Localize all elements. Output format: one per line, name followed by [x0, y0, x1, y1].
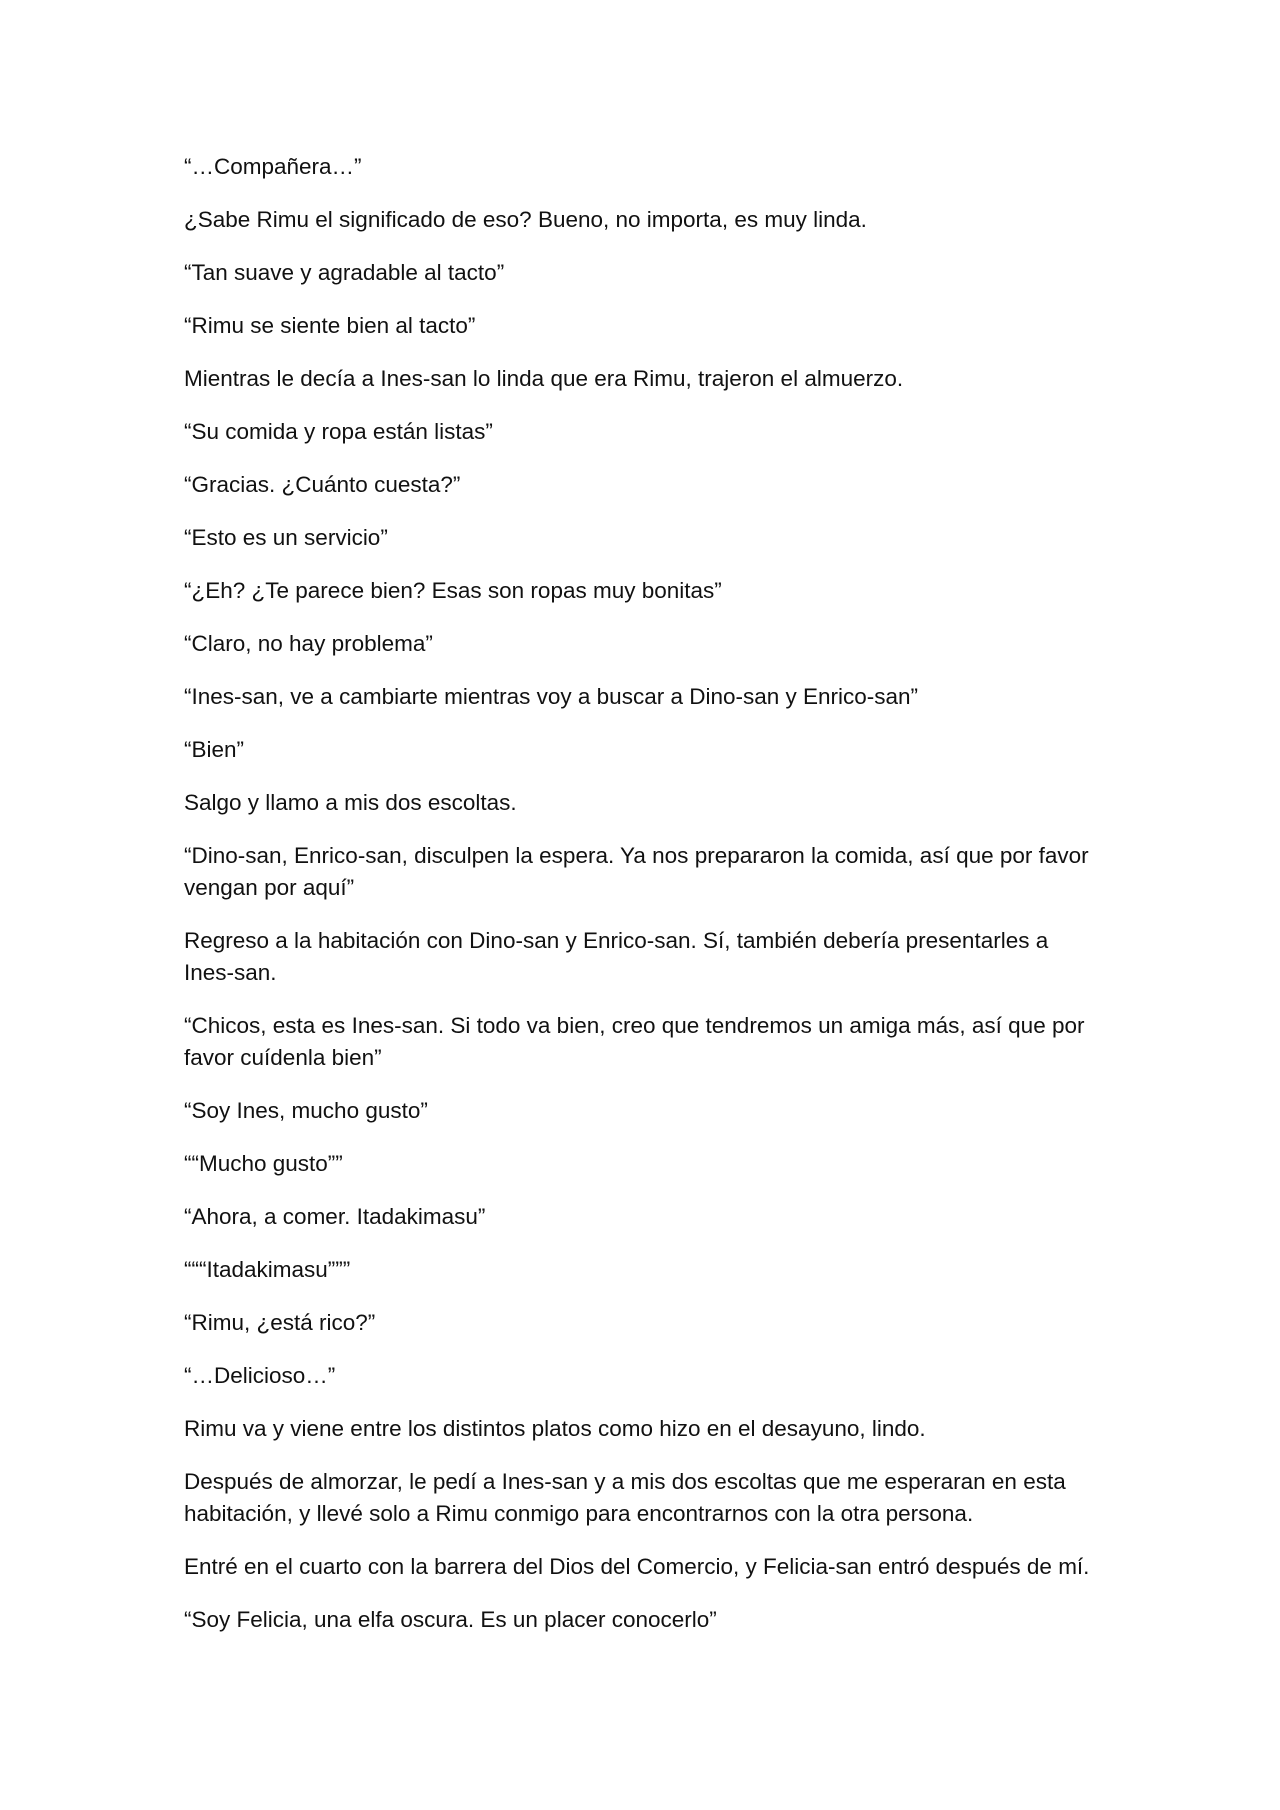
paragraph: “““Itadakimasu””” [184, 1257, 351, 1282]
paragraph: “Soy Felicia, una elfa oscura. Es un placer conocerlo” [184, 1607, 717, 1632]
paragraph: “…Delicioso…” [184, 1363, 336, 1388]
paragraph: Mientras le decía a Ines-san lo linda que era Rimu, trajeron el almuerzo. [184, 366, 904, 391]
paragraph: “Ines-san, ve a cambiarte mientras voy a buscar a Dino-san y Enrico-san” [184, 684, 919, 709]
paragraph: Regreso a la habitación con Dino-san y Enrico-san. Sí, también debería presentarles a Ines-san. [184, 928, 1049, 985]
paragraph: “Chicos, esta es Ines-san. Si todo va bien, creo que tendremos un amiga más, así que por favor cuídenla bien” [184, 1013, 1085, 1070]
paragraph: ¿Sabe Rimu el significado de eso? Bueno, no importa, es muy linda. [184, 207, 867, 232]
paragraph: Entré en el cuarto con la barrera del Dios del Comercio, y Felicia-san entró después de mí. [184, 1554, 1090, 1579]
paragraph: “Rimu, ¿está rico?” [184, 1310, 376, 1335]
paragraph: “Rimu se siente bien al tacto” [184, 313, 476, 338]
paragraph: “¿Eh? ¿Te parece bien? Esas son ropas muy bonitas” [184, 578, 722, 603]
paragraph: “Esto es un servicio” [184, 525, 388, 550]
paragraph: “…Compañera…” [184, 154, 362, 179]
paragraph: Después de almorzar, le pedí a Ines-san y a mis dos escoltas que me esperaran en esta habitación, y llevé solo a Rimu conmigo para encontrarnos con la otra persona. [184, 1469, 1066, 1526]
paragraph: “Bien” [184, 737, 245, 762]
paragraph: “Ahora, a comer. Itadakimasu” [184, 1204, 486, 1229]
paragraph: “Claro, no hay problema” [184, 631, 433, 656]
paragraph: “Soy Ines, mucho gusto” [184, 1098, 428, 1123]
paragraph: “Dino-san, Enrico-san, disculpen la espera. Ya nos prepararon la comida, así que por favor vengan por aquí” [184, 843, 1089, 900]
paragraph: Rimu va y viene entre los distintos platos como hizo en el desayuno, lindo. [184, 1416, 926, 1441]
paragraph: “Su comida y ropa están listas” [184, 419, 493, 444]
paragraph: “Gracias. ¿Cuánto cuesta?” [184, 472, 461, 497]
paragraph: ““Mucho gusto”” [184, 1151, 343, 1176]
paragraph: Salgo y llamo a mis dos escoltas. [184, 790, 517, 815]
document-body [184, 151, 1104, 1657]
paragraph: “Tan suave y agradable al tacto” [184, 260, 505, 285]
